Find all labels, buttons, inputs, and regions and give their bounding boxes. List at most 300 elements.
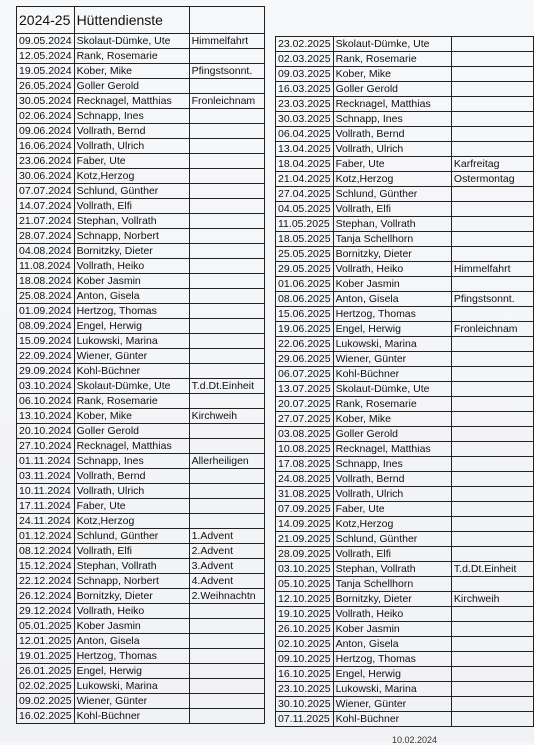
holiday-cell <box>189 184 264 199</box>
table-row <box>276 202 534 217</box>
table-row <box>276 67 534 82</box>
name-cell: Schlund, Günther <box>333 187 451 202</box>
holiday-cell <box>189 499 264 514</box>
table-row <box>17 604 265 619</box>
holiday-cell <box>451 502 533 517</box>
holiday-cell <box>451 217 533 232</box>
date-cell: 03.10.2025 <box>276 562 334 577</box>
name-cell: Recknagel, Matthias <box>74 94 189 109</box>
date-cell: 24.11.2024 <box>17 514 75 529</box>
table-row <box>276 697 534 712</box>
holiday-cell <box>451 487 533 502</box>
date-cell: 12.05.2024 <box>17 49 75 64</box>
table-row <box>17 529 265 544</box>
holiday-cell <box>451 247 533 262</box>
name-cell: Kober, Mike <box>333 412 451 427</box>
table-row <box>276 637 534 652</box>
date-cell: 04.05.2025 <box>276 202 334 217</box>
date-cell: 15.06.2025 <box>276 307 334 322</box>
table-row <box>276 322 534 337</box>
name-cell: Rank, Rosemarie <box>333 52 451 67</box>
table-row <box>17 394 265 409</box>
table-row <box>17 154 265 169</box>
name-cell: Anton, Gisela <box>333 292 451 307</box>
date-cell: 06.10.2024 <box>17 394 75 409</box>
table-row <box>17 484 265 499</box>
date-cell: 09.03.2025 <box>276 67 334 82</box>
date-cell: 30.06.2024 <box>17 169 75 184</box>
table-row <box>17 589 265 604</box>
name-cell: Goller Gerold <box>74 424 189 439</box>
holiday-cell <box>189 124 264 139</box>
header-row <box>17 7 265 34</box>
holiday-cell <box>189 289 264 304</box>
date-cell: 09.10.2025 <box>276 652 334 667</box>
table-row <box>276 412 534 427</box>
date-cell: 19.01.2025 <box>17 649 75 664</box>
date-cell: 26.12.2024 <box>17 589 75 604</box>
table-row <box>17 424 265 439</box>
date-cell: 23.02.2025 <box>276 37 334 52</box>
holiday-cell <box>451 397 533 412</box>
table-row <box>17 259 265 274</box>
date-cell: 11.05.2025 <box>276 217 334 232</box>
table-row <box>276 217 534 232</box>
date-cell: 26.05.2024 <box>17 79 75 94</box>
name-cell: Faber, Ute <box>333 157 451 172</box>
table-row <box>17 244 265 259</box>
table-row <box>276 682 534 697</box>
name-cell: Kotz,Herzog <box>74 169 189 184</box>
name-cell: Schlund, Günther <box>74 529 189 544</box>
holiday-cell <box>189 424 264 439</box>
date-cell: 08.09.2024 <box>17 319 75 334</box>
holiday-cell <box>189 694 264 709</box>
date-cell: 09.06.2024 <box>17 124 75 139</box>
holiday-cell <box>189 634 264 649</box>
name-cell: Goller Gerold <box>333 82 451 97</box>
holiday-cell <box>451 307 533 322</box>
table-row <box>276 292 534 307</box>
date-cell: 04.08.2024 <box>17 244 75 259</box>
name-cell: Skolaut-Dümke, Ute <box>74 379 189 394</box>
date-cell: 26.01.2025 <box>17 664 75 679</box>
holiday-cell <box>189 229 264 244</box>
table-row <box>17 79 265 94</box>
name-cell: Kohl-Büchner <box>333 367 451 382</box>
date-cell: 19.06.2025 <box>276 322 334 337</box>
schedule-table-right <box>275 36 534 727</box>
name-cell: Kohl-Büchner <box>74 364 189 379</box>
name-cell: Skolaut-Dümke, Ute <box>333 37 451 52</box>
table-row <box>17 289 265 304</box>
holiday-cell <box>189 139 264 154</box>
date-cell: 15.09.2024 <box>17 334 75 349</box>
table-row <box>17 64 265 79</box>
table-row <box>17 694 265 709</box>
name-cell: Anton, Gisela <box>74 289 189 304</box>
table-row <box>276 532 534 547</box>
table-row <box>276 127 534 142</box>
table-row <box>17 199 265 214</box>
holiday-cell <box>189 49 264 64</box>
table-row <box>17 634 265 649</box>
holiday-cell <box>451 97 533 112</box>
date-cell: 01.11.2024 <box>17 454 75 469</box>
holiday-cell <box>451 112 533 127</box>
name-cell: Engel, Herwig <box>333 667 451 682</box>
holiday-cell <box>189 619 264 634</box>
name-cell: Schlund, Günther <box>74 184 189 199</box>
table-row <box>276 52 534 67</box>
holiday-cell <box>451 652 533 667</box>
holiday-cell: T.d.Dt.Einheit <box>451 562 533 577</box>
table-row <box>17 514 265 529</box>
holiday-cell <box>189 79 264 94</box>
date-cell: 08.12.2024 <box>17 544 75 559</box>
holiday-cell <box>451 202 533 217</box>
table-row <box>276 232 534 247</box>
holiday-cell: Kirchweih <box>451 592 533 607</box>
table-row <box>276 382 534 397</box>
holiday-cell <box>189 334 264 349</box>
date-cell: 28.07.2024 <box>17 229 75 244</box>
holiday-cell <box>451 412 533 427</box>
table-row <box>276 337 534 352</box>
table-row <box>276 397 534 412</box>
date-cell: 12.01.2025 <box>17 634 75 649</box>
holiday-cell <box>189 709 264 724</box>
table-row <box>17 34 265 49</box>
holiday-cell <box>189 439 264 454</box>
holiday-cell: 2.Weihnachtn <box>189 589 264 604</box>
holiday-cell <box>451 457 533 472</box>
holiday-cell <box>451 667 533 682</box>
date-cell: 22.12.2024 <box>17 574 75 589</box>
footer-date: 10.02.2024 <box>392 735 438 745</box>
name-cell: Lukowski, Marina <box>74 679 189 694</box>
date-cell: 22.09.2024 <box>17 349 75 364</box>
date-cell: 06.07.2025 <box>276 367 334 382</box>
date-cell: 25.05.2025 <box>276 247 334 262</box>
holiday-cell <box>451 547 533 562</box>
date-cell: 02.10.2025 <box>276 637 334 652</box>
table-row <box>276 577 534 592</box>
name-cell: Schnapp, Ines <box>74 109 189 124</box>
name-cell: Wiener, Günter <box>74 349 189 364</box>
name-cell: Schnapp, Ines <box>74 454 189 469</box>
name-cell: Wiener, Günter <box>333 352 451 367</box>
date-cell: 09.05.2024 <box>17 34 75 49</box>
table-title: Hüttendienste <box>74 7 189 34</box>
name-cell: Kotz,Herzog <box>333 172 451 187</box>
name-cell: Tanja Schellhorn <box>333 232 451 247</box>
table-row <box>276 442 534 457</box>
holiday-cell <box>189 349 264 364</box>
date-cell: 29.09.2024 <box>17 364 75 379</box>
table-row <box>17 274 265 289</box>
name-cell: Vollrath, Bernd <box>74 469 189 484</box>
holiday-cell <box>451 607 533 622</box>
table-row <box>17 499 265 514</box>
name-cell: Hertzog, Thomas <box>74 649 189 664</box>
name-cell: Vollrath, Bernd <box>333 127 451 142</box>
holiday-cell <box>451 367 533 382</box>
table-row <box>276 562 534 577</box>
date-cell: 22.06.2025 <box>276 337 334 352</box>
date-cell: 02.03.2025 <box>276 52 334 67</box>
table-row <box>276 247 534 262</box>
name-cell: Anton, Gisela <box>333 637 451 652</box>
table-row <box>17 94 265 109</box>
name-cell: Hertzog, Thomas <box>333 307 451 322</box>
date-cell: 21.04.2025 <box>276 172 334 187</box>
table-row <box>276 112 534 127</box>
holiday-cell <box>189 304 264 319</box>
table-row <box>276 652 534 667</box>
date-cell: 18.08.2024 <box>17 274 75 289</box>
schedule-table-left <box>16 6 265 724</box>
table-row <box>17 469 265 484</box>
holiday-cell: Fronleichnam <box>451 322 533 337</box>
date-cell: 23.03.2025 <box>276 97 334 112</box>
date-cell: 27.07.2025 <box>276 412 334 427</box>
table-row <box>17 229 265 244</box>
name-cell: Schnapp, Norbert <box>74 574 189 589</box>
name-cell: Stephan, Vollrath <box>333 217 451 232</box>
date-cell: 08.06.2025 <box>276 292 334 307</box>
date-cell: 27.04.2025 <box>276 187 334 202</box>
name-cell: Skolaut-Dümke, Ute <box>333 382 451 397</box>
name-cell: Vollrath, Bernd <box>74 124 189 139</box>
table-row <box>17 619 265 634</box>
holiday-cell: 2.Advent <box>189 544 264 559</box>
name-cell: Schnapp, Ines <box>333 457 451 472</box>
date-cell: 17.08.2025 <box>276 457 334 472</box>
table-row <box>17 649 265 664</box>
name-cell: Vollrath, Elfi <box>333 547 451 562</box>
holiday-cell <box>189 259 264 274</box>
date-cell: 18.05.2025 <box>276 232 334 247</box>
holiday-cell <box>189 319 264 334</box>
table-row <box>276 547 534 562</box>
date-cell: 23.06.2024 <box>17 154 75 169</box>
table-row <box>276 712 534 727</box>
holiday-cell <box>451 622 533 637</box>
table-row <box>17 559 265 574</box>
date-cell: 03.08.2025 <box>276 427 334 442</box>
holiday-cell <box>189 604 264 619</box>
holiday-cell <box>451 517 533 532</box>
name-cell: Engel, Herwig <box>74 664 189 679</box>
date-cell: 29.12.2024 <box>17 604 75 619</box>
name-cell: Vollrath, Ulrich <box>333 142 451 157</box>
holiday-cell <box>451 232 533 247</box>
table-row <box>17 409 265 424</box>
table-row <box>276 352 534 367</box>
date-cell: 30.05.2024 <box>17 94 75 109</box>
name-cell: Recknagel, Matthias <box>333 97 451 112</box>
date-cell: 01.09.2024 <box>17 304 75 319</box>
table-row <box>17 334 265 349</box>
name-cell: Stephan, Vollrath <box>333 562 451 577</box>
holiday-cell <box>451 82 533 97</box>
name-cell: Bornitzky, Dieter <box>74 589 189 604</box>
holiday-cell <box>451 337 533 352</box>
date-cell: 13.10.2024 <box>17 409 75 424</box>
date-cell: 20.07.2025 <box>276 397 334 412</box>
name-cell: Kober Jasmin <box>74 619 189 634</box>
holiday-cell <box>451 712 533 727</box>
date-cell: 16.02.2025 <box>17 709 75 724</box>
holiday-cell <box>189 664 264 679</box>
name-cell: Bornitzky, Dieter <box>74 244 189 259</box>
date-cell: 12.10.2025 <box>276 592 334 607</box>
table-row <box>276 187 534 202</box>
date-cell: 01.12.2024 <box>17 529 75 544</box>
holiday-cell: Pfingstsonnt. <box>189 64 264 79</box>
table-row <box>276 97 534 112</box>
holiday-cell <box>189 169 264 184</box>
name-cell: Goller Gerold <box>74 79 189 94</box>
holiday-cell: 3.Advent <box>189 559 264 574</box>
table-row <box>276 277 534 292</box>
holiday-cell <box>189 514 264 529</box>
table-row <box>17 574 265 589</box>
name-cell: Kober, Mike <box>333 67 451 82</box>
date-cell: 10.11.2024 <box>17 484 75 499</box>
name-cell: Vollrath, Bernd <box>333 472 451 487</box>
table-row <box>17 49 265 64</box>
season-label: 2024-25 <box>17 7 75 34</box>
date-cell: 28.09.2025 <box>276 547 334 562</box>
holiday-cell: 4.Advent <box>189 574 264 589</box>
date-cell: 17.11.2024 <box>17 499 75 514</box>
date-cell: 02.02.2025 <box>17 679 75 694</box>
name-cell: Lukowski, Marina <box>333 682 451 697</box>
holiday-cell <box>189 154 264 169</box>
holiday-cell <box>189 364 264 379</box>
name-cell: Lukowski, Marina <box>74 334 189 349</box>
name-cell: Faber, Ute <box>74 499 189 514</box>
date-cell: 16.10.2025 <box>276 667 334 682</box>
holiday-cell: 1.Advent <box>189 529 264 544</box>
date-cell: 21.07.2024 <box>17 214 75 229</box>
date-cell: 05.10.2025 <box>276 577 334 592</box>
table-row <box>17 439 265 454</box>
date-cell: 27.10.2024 <box>17 439 75 454</box>
name-cell: Wiener, Günter <box>74 694 189 709</box>
table-row <box>17 544 265 559</box>
holiday-cell <box>451 37 533 52</box>
name-cell: Kober, Mike <box>74 64 189 79</box>
holiday-cell <box>189 274 264 289</box>
table-row <box>17 214 265 229</box>
holiday-cell <box>189 199 264 214</box>
name-cell: Wiener, Günter <box>333 697 451 712</box>
date-cell: 30.03.2025 <box>276 112 334 127</box>
name-cell: Vollrath, Heiko <box>74 259 189 274</box>
holiday-cell <box>189 109 264 124</box>
date-cell: 31.08.2025 <box>276 487 334 502</box>
table-row <box>17 664 265 679</box>
holiday-cell: Fronleichnam <box>189 94 264 109</box>
date-cell: 26.10.2025 <box>276 622 334 637</box>
table-row <box>276 457 534 472</box>
table-row <box>17 349 265 364</box>
table-row <box>276 367 534 382</box>
name-cell: Skolaut-Dümke, Ute <box>74 34 189 49</box>
name-cell: Faber, Ute <box>74 154 189 169</box>
table-row <box>17 379 265 394</box>
name-cell: Goller Gerold <box>333 427 451 442</box>
name-cell: Faber, Ute <box>333 502 451 517</box>
date-cell: 03.11.2024 <box>17 469 75 484</box>
table-row <box>17 679 265 694</box>
table-row <box>17 124 265 139</box>
table-row <box>17 169 265 184</box>
name-cell: Vollrath, Heiko <box>333 262 451 277</box>
date-cell: 05.01.2025 <box>17 619 75 634</box>
holiday-cell <box>189 214 264 229</box>
holiday-cell: Kirchweih <box>189 409 264 424</box>
name-cell: Recknagel, Matthias <box>74 439 189 454</box>
holiday-cell: Ostermontag <box>451 172 533 187</box>
name-cell: Kober, Mike <box>74 409 189 424</box>
holiday-cell <box>451 442 533 457</box>
date-cell: 16.03.2025 <box>276 82 334 97</box>
table-row <box>17 184 265 199</box>
table-row <box>276 82 534 97</box>
name-cell: Kober Jasmin <box>333 622 451 637</box>
table-row <box>17 709 265 724</box>
name-cell: Hertzog, Thomas <box>333 652 451 667</box>
date-cell: 03.10.2024 <box>17 379 75 394</box>
date-cell: 25.08.2024 <box>17 289 75 304</box>
holiday-cell <box>451 382 533 397</box>
holiday-cell <box>451 142 533 157</box>
date-cell: 18.04.2025 <box>276 157 334 172</box>
date-cell: 19.05.2024 <box>17 64 75 79</box>
table-row <box>17 319 265 334</box>
holiday-cell <box>451 472 533 487</box>
date-cell: 15.12.2024 <box>17 559 75 574</box>
name-cell: Vollrath, Heiko <box>333 607 451 622</box>
date-cell: 10.08.2025 <box>276 442 334 457</box>
name-cell: Vollrath, Ulrich <box>74 139 189 154</box>
table-row <box>276 517 534 532</box>
name-cell: Kober Jasmin <box>333 277 451 292</box>
holiday-cell: Himmelfahrt <box>451 262 533 277</box>
holiday-cell <box>189 679 264 694</box>
date-cell: 14.09.2025 <box>276 517 334 532</box>
holiday-cell <box>451 67 533 82</box>
table-row <box>17 454 265 469</box>
name-cell: Hertzog, Thomas <box>74 304 189 319</box>
table-row <box>276 667 534 682</box>
holiday-cell: Karfreitag <box>451 157 533 172</box>
date-cell: 29.06.2025 <box>276 352 334 367</box>
date-cell: 11.08.2024 <box>17 259 75 274</box>
holiday-cell <box>189 244 264 259</box>
name-cell: Stephan, Vollrath <box>74 559 189 574</box>
date-cell: 14.07.2024 <box>17 199 75 214</box>
holiday-cell <box>451 427 533 442</box>
name-cell: Recknagel, Matthias <box>333 442 451 457</box>
name-cell: Rank, Rosemarie <box>333 397 451 412</box>
name-cell: Kohl-Büchner <box>74 709 189 724</box>
name-cell: Vollrath, Elfi <box>74 199 189 214</box>
